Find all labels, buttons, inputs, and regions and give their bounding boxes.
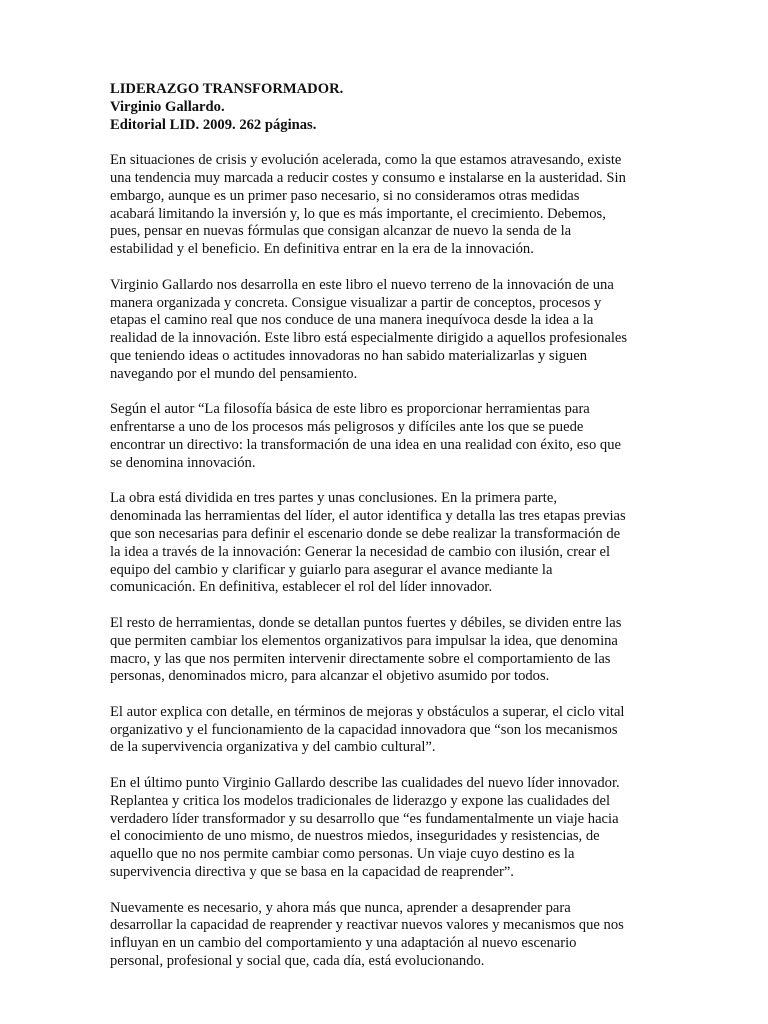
paragraph-2: Virginio Gallardo nos desarrolla en este libro el nuevo terreno de la innovación de una manera organizada y concreta. Consigue visualizar a partir de conceptos, procesos y etapas el camino real que nos conduce de una manera inequívoca desde la idea a la realidad de la innovación. Este libro está especialmente dirigido a aquellos profesionales que teniendo ideas o actitudes innovadoras no han sabido materializarlas y siguen navegando por el mundo del pensamiento. (110, 276, 628, 382)
paragraph-7: En el último punto Virginio Gallardo describe las cualidades del nuevo líder innovador. Replantea y critica los modelos tradicionales de liderazgo y expone las cualidades del verdadero líder transformador y su desarrollo que “es fundamentalmente un viaje hacia el conocimiento de uno mismo, de nuestros miedos, inseguridades y resistencias, de aquello que no nos permite cambiar como personas. Un viaje cuyo destino es la supervivencia directiva y que se basa en la capacidad de reaprender”. (110, 775, 620, 881)
paragraph-5: El resto de herramientas, donde se detallan puntos fuertes y débiles, se dividen entre las que permiten cambiar los elementos organizativos para impulsar la idea, que denomina macro, y las que nos permiten intervenir directamente sobre el comportamiento de las personas, denominados micro, para alcanzar el objetivo asumido por todos. (110, 614, 622, 685)
book-publisher: Editorial LID. 2009. 262 páginas. (110, 116, 317, 133)
paragraph-6: El autor explica con detalle, en términos de mejoras y obstáculos a superar, el ciclo vital organizativo y el funcionamiento de la capacidad innovadora que “son los mecanismos de la supervivencia organizativa y del cambio cultural”. (110, 703, 625, 756)
document-page (110, 81, 662, 971)
paragraph-8: Nuevamente es necesario, y ahora más que nunca, aprender a desaprender para desarrollar la capacidad de reaprender y reactivar nuevos valores y mecanismos que nos influyan en un cambio del comportamiento y una adaptación al nuevo escenario personal, profesional y social que, cada día, está evolucionando. (110, 899, 624, 970)
book-author: Virginio Gallardo. (110, 98, 225, 115)
paragraph-3: Según el autor “La filosofía básica de este libro es proporcionar herramientas para enfrentarse a uno de los procesos más peligrosos y difíciles ante los que se puede encontrar un directivo: la transformación de una idea en una realidad con éxito, eso que se denomina innovación. (110, 401, 621, 471)
paragraph-4: La obra está dividida en tres partes y unas conclusiones. En la primera parte, denominada las herramientas del líder, el autor identifica y detalla las tres etapas previas que son necesarias para definir el escenario donde se debe realizar la transformación de la idea a través de la innovación: Generar la necesidad de cambio con ilusión, crear el equipo del cambio y clarificar y guiarlo para asegurar el avance mediante la comunicación. En definitiva, establecer el rol del líder innovador. (110, 490, 626, 596)
document-header (110, 81, 662, 134)
book-title: LIDERAZGO TRANSFORMADOR. (110, 81, 344, 97)
paragraph-1: En situaciones de crisis y evolución acelerada, como la que estamos atravesando, existe una tendencia muy marcada a reducir costes y consumo e instalarse en la austeridad. Sin embargo, aunque es un primer paso necesario, si no consideramos otras medidas acabará limitando la inversión y, lo que es más importante, el crecimiento. Debemos, pues, pensar en nuevas fórmulas que consigan alcanzar de nuevo la senda de la estabilidad y el beneficio. En definitiva entrar en la era de la innovación. (110, 152, 626, 258)
